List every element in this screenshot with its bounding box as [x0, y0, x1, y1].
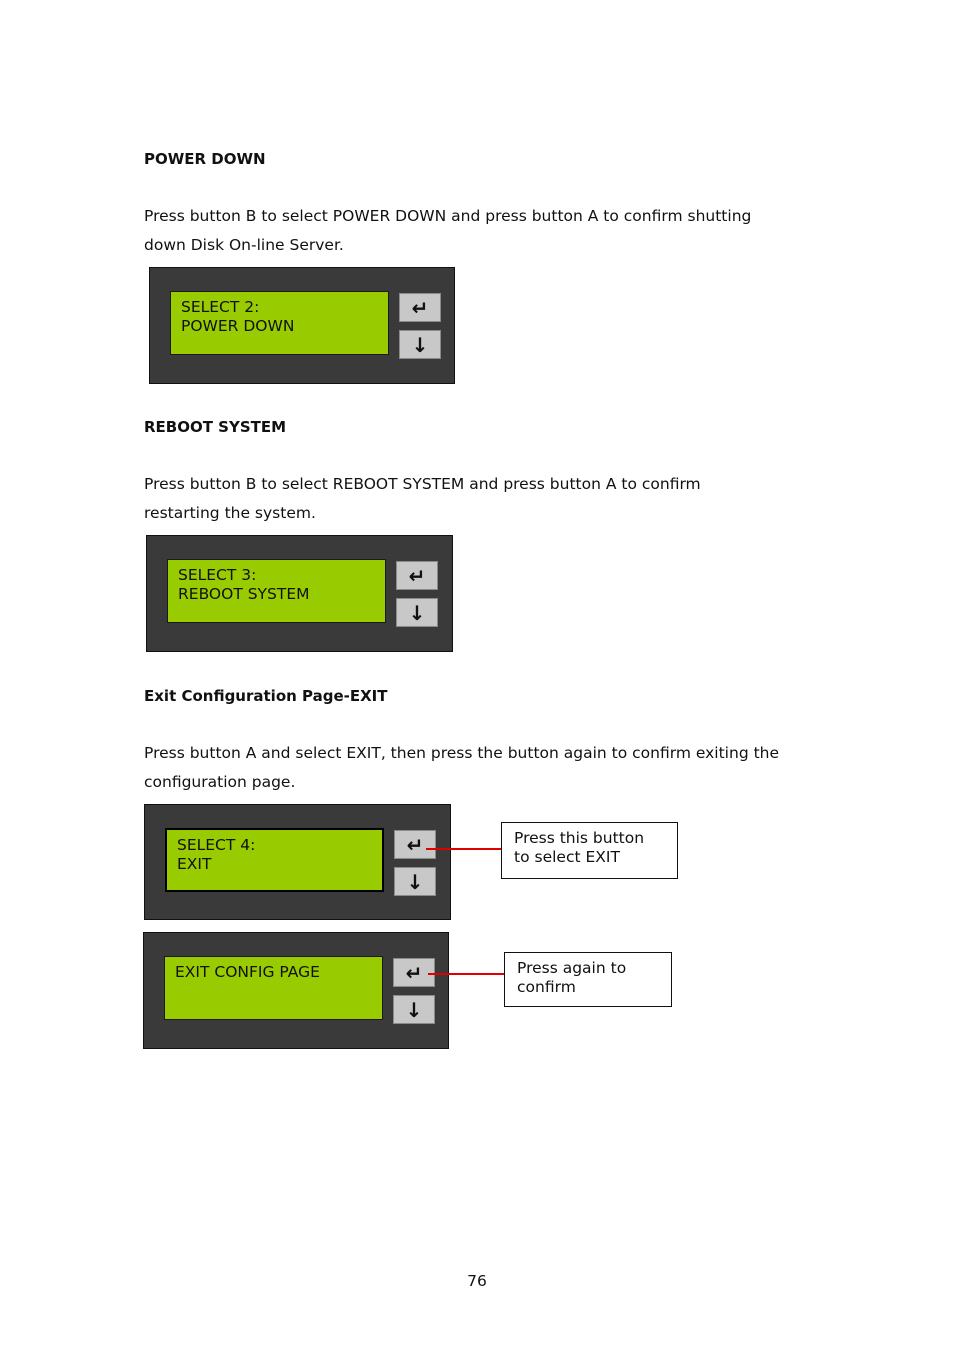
down-button[interactable]	[399, 330, 441, 359]
callout-line: Press again to	[517, 959, 627, 977]
lcd-line: REBOOT SYSTEM	[178, 585, 310, 603]
callout-confirm	[504, 952, 672, 1007]
lcd-screen	[167, 559, 386, 623]
section-heading-reboot-system: REBOOT SYSTEM	[144, 418, 287, 436]
down-arrow-icon: ↓	[406, 869, 424, 894]
instruction-line: Press button B to select REBOOT SYSTEM and press button A to confirm	[144, 475, 701, 493]
enter-arrow-icon: ↵	[411, 295, 429, 320]
instruction-line: configuration page.	[144, 773, 296, 791]
down-button[interactable]	[394, 867, 436, 896]
reboot-instructions	[144, 470, 824, 528]
lcd-line: EXIT CONFIG PAGE	[175, 963, 320, 981]
callout-line: Press this button	[514, 829, 645, 847]
instruction-line: down Disk On-line Server.	[144, 236, 344, 254]
lcd-panel-reboot	[146, 535, 453, 652]
lcd-panel-exit-confirm	[143, 932, 449, 1049]
instruction-line: restarting the system.	[144, 504, 316, 522]
callout-pointer-line	[426, 848, 502, 850]
section-heading-power-down: POWER DOWN	[144, 150, 266, 168]
lcd-screen	[170, 291, 389, 355]
enter-button[interactable]	[394, 830, 436, 859]
power-down-instructions	[144, 202, 824, 260]
callout-pointer-line	[428, 973, 505, 975]
down-arrow-icon: ↓	[411, 332, 429, 357]
callout-line: confirm	[517, 978, 576, 996]
enter-arrow-icon: ↵	[406, 832, 424, 857]
lcd-line: EXIT	[177, 855, 212, 873]
instruction-line: Press button B to select POWER DOWN and press button A to confirm shutting	[144, 207, 752, 225]
enter-arrow-icon: ↵	[408, 563, 426, 588]
lcd-screen	[165, 828, 384, 892]
down-button[interactable]	[393, 995, 435, 1024]
exit-instructions	[144, 739, 824, 797]
section-heading-exit: Exit Configuration Page-EXIT	[144, 687, 388, 705]
lcd-line: SELECT 4:	[177, 836, 256, 854]
lcd-panel-exit-select	[144, 804, 451, 920]
enter-button[interactable]	[399, 293, 441, 322]
lcd-line: SELECT 2:	[181, 298, 260, 316]
lcd-line: POWER DOWN	[181, 317, 295, 335]
lcd-panel-power-down	[149, 267, 455, 384]
instruction-line: Press button A and select EXIT, then press the button again to confirm exiting the	[144, 744, 780, 762]
callout-select-exit	[501, 822, 678, 879]
down-arrow-icon: ↓	[408, 600, 426, 625]
down-arrow-icon: ↓	[405, 997, 423, 1022]
lcd-line: SELECT 3:	[178, 566, 257, 584]
enter-button[interactable]	[396, 561, 438, 590]
down-button[interactable]	[396, 598, 438, 627]
enter-arrow-icon: ↵	[405, 960, 423, 985]
page-number: 76	[467, 1272, 487, 1290]
callout-line: to select EXIT	[514, 848, 620, 866]
lcd-screen	[164, 956, 383, 1020]
